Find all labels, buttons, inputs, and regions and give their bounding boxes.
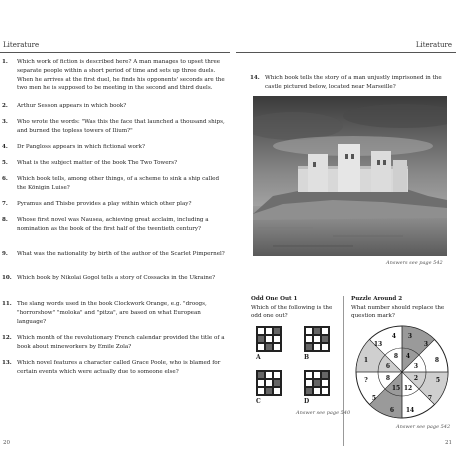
grid-label-d: D — [304, 398, 310, 405]
header-rule-left — [0, 52, 230, 53]
wheel-inner-8: 8 — [393, 353, 399, 360]
question-text: Whose first novel was Nausea, achieving great acclaim, including a nomination as the book of the first half of the twentieth century? — [17, 217, 209, 232]
wheel-outer-3: 8 — [434, 357, 440, 364]
question-text: Which book tells the story of a man unjustly imprisoned in the castle pictured below, located near Marseille? — [265, 75, 442, 90]
question-number: 6. — [2, 176, 8, 182]
question-text: Which book by Nikolai Gogol tells a story of Cossacks in the Ukraine? — [17, 275, 216, 281]
question-text: Arthur Sesson appears in which book? — [17, 103, 127, 109]
question-number: 3. — [2, 119, 8, 125]
wheel-outer-2: 3 — [423, 341, 429, 348]
question-text: Which book tells, among other things, of a scheme to sink a ship called the Königin Luise? — [17, 176, 220, 191]
page-number-right: 21 — [445, 440, 452, 446]
wheel-inner-4: 12 — [403, 385, 413, 392]
question-number: 14. — [250, 75, 260, 81]
wheel-inner-2: 3 — [413, 363, 419, 370]
wheel-inner-6: 8 — [385, 375, 391, 382]
question-text: What was the nationality by birth of the author of the Scarlet Pimpernel? — [17, 251, 225, 257]
wheel-outer-4: 5 — [435, 377, 441, 384]
puzzle-around-title: Puzzle Around 2 — [351, 296, 403, 302]
wheel-inner-5: 15 — [391, 385, 401, 392]
box-divider — [343, 296, 344, 446]
wheel-outer-6: 14 — [405, 407, 415, 414]
odd-one-out-answer: Answer see page 540 — [296, 410, 351, 416]
photo-caption: Answers see page 542 — [386, 260, 443, 266]
castle-photo — [253, 96, 447, 256]
wheel-outer-11: 13 — [373, 341, 383, 348]
wheel-outer-12: 4 — [391, 333, 397, 340]
grid-c — [256, 370, 282, 396]
question-text: Which month of the revolutionary French calendar provided the title of a book about mineworkers by Emile Zola? — [17, 335, 225, 350]
header-rule-right — [236, 52, 456, 53]
question-number: 12. — [2, 335, 12, 341]
wheel-outer-7: 6 — [389, 407, 395, 414]
question-number: 11. — [2, 301, 12, 307]
grid-label-b: B — [304, 354, 310, 361]
grid-d — [304, 370, 330, 396]
castle-island-image — [253, 96, 447, 256]
puzzle-wheel — [354, 324, 450, 420]
wheel-outer-5: 7 — [427, 395, 433, 402]
odd-one-out-text: Which of the following is the odd one out? — [251, 305, 333, 319]
wheel-outer-10: 1 — [363, 357, 369, 364]
question-number: 4. — [2, 144, 8, 150]
question-number: 9. — [2, 251, 8, 257]
question-number: 13. — [2, 360, 12, 366]
question-text: Dr Pangloss appears in which fictional work? — [17, 144, 145, 150]
grid-b — [304, 326, 330, 352]
wheel-outer-8: 5 — [371, 395, 377, 402]
grid-label-a: A — [256, 354, 261, 361]
right-page — [236, 38, 456, 448]
question-number: 8. — [2, 217, 8, 223]
puzzle-around-answer: Answer see page 542 — [396, 424, 451, 430]
question-number: 5. — [2, 160, 8, 166]
left-page — [0, 38, 230, 448]
wheel-inner-7: 6 — [385, 363, 391, 370]
puzzle-around-text: What number should replace the question mark? — [351, 305, 445, 319]
question-text: Pyramus and Thisbe provides a play within which other play? — [17, 201, 192, 207]
question-text: Who wrote the words: "Was this the face that launched a thousand ships, and burned the topless towers of Ilium?" — [17, 119, 225, 134]
question-text: Which work of fiction is described here? A man manages to upset three separate people within a short period of time and sets up three duels. When he arrives at the first duel, he finds his opponents' seconds are the two men he is supposed to be meeting in the second and third duels. — [17, 59, 225, 92]
running-head-right: Literature — [415, 41, 452, 49]
wheel-inner-3: 2 — [413, 375, 419, 382]
wheel-inner-1: 4 — [405, 353, 411, 360]
grid-a — [256, 326, 282, 352]
grid-label-c: C — [256, 398, 261, 405]
wheel-question-mark: ? — [364, 377, 368, 384]
running-head-left: Literature — [3, 41, 40, 49]
question-number: 2. — [2, 103, 8, 109]
question-text: Which novel features a character called Grace Poole, who is blamed for certain events which were actually due to someone else? — [17, 360, 221, 375]
question-number: 10. — [2, 275, 12, 281]
wheel-outer-1: 3 — [407, 333, 413, 340]
page-number-left: 20 — [3, 440, 10, 446]
question-number: 1. — [2, 59, 8, 65]
question-number: 7. — [2, 201, 8, 207]
odd-one-out-title: Odd One Out 1 — [251, 296, 298, 302]
question-text: The slang words used in the book Clockwork Orange, e.g. "droogs, "horrorshow" "moloka" and "pitza", are based on what European language? — [17, 301, 207, 325]
question-text: What is the subject matter of the book The Two Towers? — [17, 160, 178, 166]
